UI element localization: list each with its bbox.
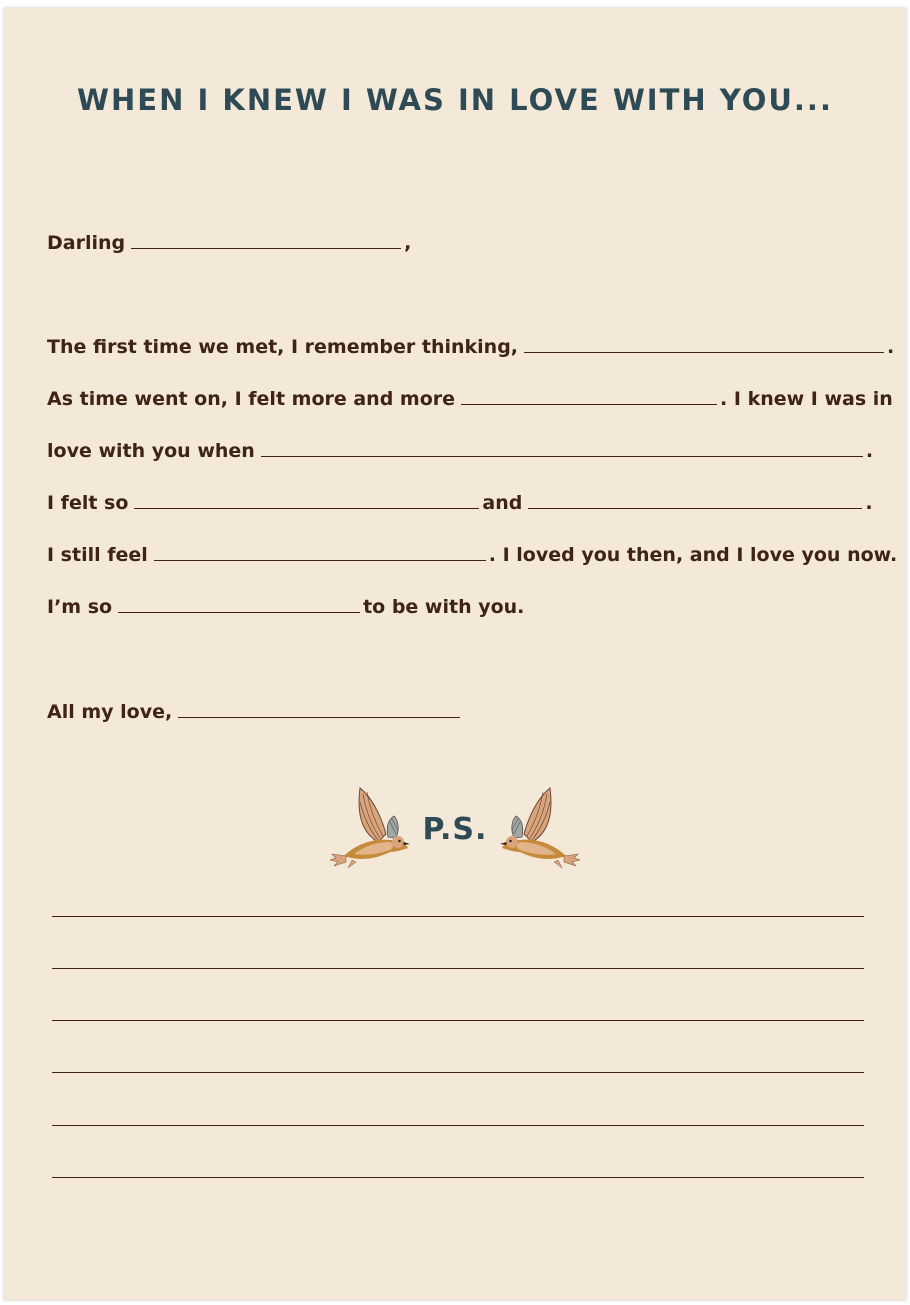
ps-label: P.S.: [422, 812, 488, 847]
letter-page: [4, 8, 906, 1300]
line-3-text: love with you when: [47, 440, 255, 462]
ps-writing-line-2[interactable]: [52, 968, 864, 969]
line-4-end: .: [865, 492, 873, 514]
letter-line-1: [47, 334, 894, 360]
line-4-and: and: [482, 492, 523, 514]
line-6-text: I’m so: [47, 596, 113, 618]
still-feel-blank[interactable]: [154, 546, 486, 561]
line-2-text: As time went on, I felt more and more: [47, 388, 456, 410]
greeting-line: [47, 230, 411, 256]
letter-line-2: [47, 386, 893, 412]
ps-heading: [330, 782, 580, 872]
page-title: WHEN I KNEW I WAS IN LOVE WITH YOU...: [77, 83, 833, 117]
ps-writing-line-3[interactable]: [52, 1020, 864, 1021]
ps-writing-line-4[interactable]: [52, 1072, 864, 1073]
greeting-label: Darling: [47, 232, 126, 254]
felt-more-blank[interactable]: [461, 390, 717, 405]
line-4-text: I felt so: [47, 492, 129, 514]
line-1-text: The first time we met, I remember thinking,: [47, 336, 519, 358]
im-so-blank[interactable]: [118, 598, 360, 613]
left-dove-icon: [330, 782, 412, 872]
letter-line-6: [47, 594, 524, 620]
line-5-text: I still feel: [47, 544, 148, 566]
letter-line-4: [47, 490, 873, 516]
line-2-end: . I knew I was in: [720, 388, 893, 410]
line-6-end: to be with you.: [363, 596, 525, 618]
right-dove-icon: [498, 782, 580, 872]
ps-writing-line-6[interactable]: [52, 1177, 864, 1178]
line-1-end: .: [887, 336, 895, 358]
felt-so-second-blank[interactable]: [528, 494, 862, 509]
thinking-blank[interactable]: [524, 338, 884, 353]
line-3-end: .: [865, 440, 874, 462]
knew-when-blank[interactable]: [261, 442, 863, 457]
closing-label: All my love,: [47, 701, 173, 723]
felt-so-blank[interactable]: [134, 494, 479, 509]
ps-writing-line-1[interactable]: [52, 916, 864, 917]
letter-line-3: [47, 438, 873, 464]
greeting-comma: ,: [404, 232, 412, 254]
name-blank[interactable]: [131, 234, 401, 249]
signature-blank[interactable]: [178, 703, 460, 718]
ps-writing-line-5[interactable]: [52, 1125, 864, 1126]
closing-line: [47, 699, 463, 725]
letter-line-5: [47, 542, 897, 568]
line-5-end: . I loved you then, and I love you now.: [488, 544, 898, 566]
